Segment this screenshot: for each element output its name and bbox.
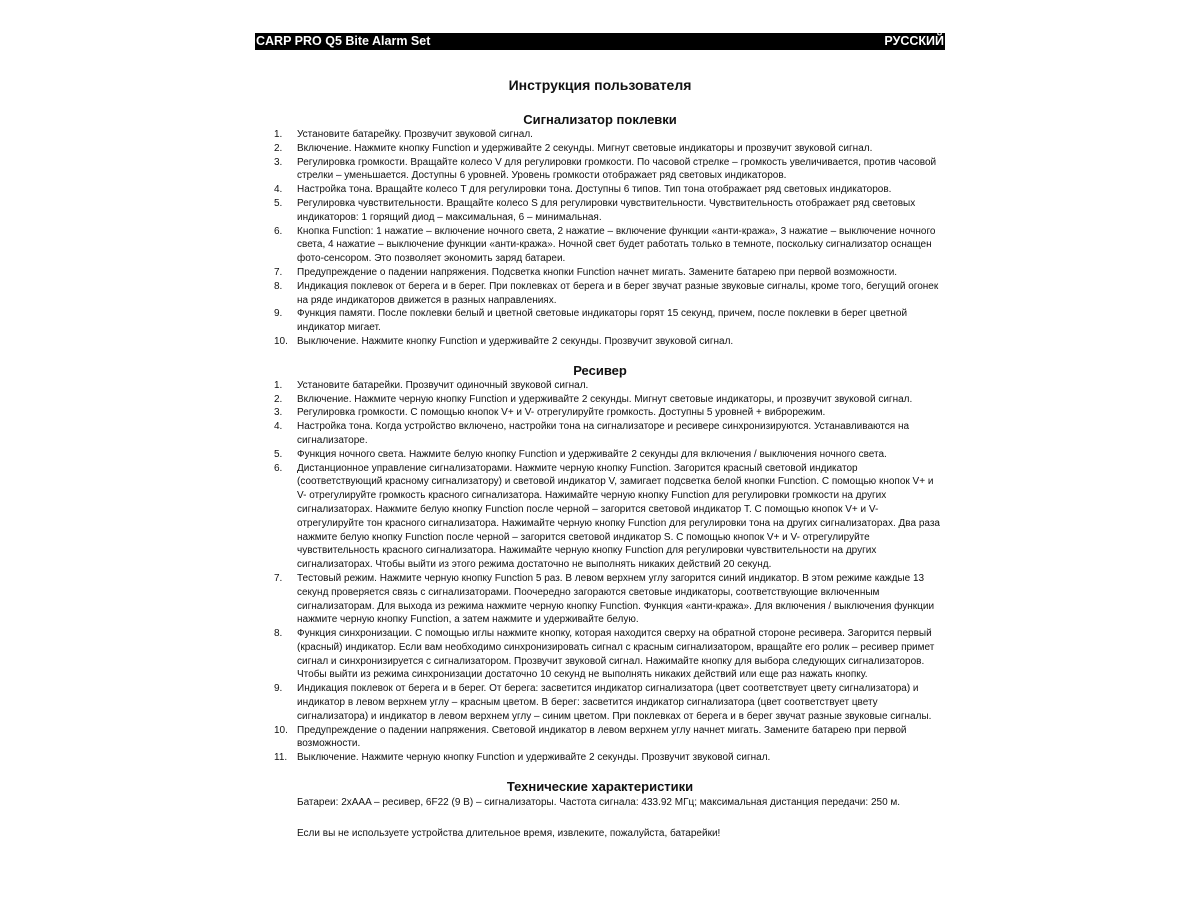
item-text: Предупреждение о падении напряжения. Подсветка кнопки Function начнет мигать. Замените батарею при первой возможности. [297, 266, 898, 278]
list-item [255, 225, 945, 266]
list-item [255, 406, 945, 420]
list-item [255, 307, 945, 335]
item-text: Включение. Нажмите кнопку Function и удерживайте 2 секунды. Мигнут световые индикаторы и прозвучит звуковой сигнал. [297, 142, 873, 154]
list-item [255, 420, 945, 448]
list-item [255, 393, 945, 407]
manual-page [255, 33, 945, 841]
item-number: 7. [274, 266, 283, 278]
item-number: 5. [274, 197, 283, 209]
item-text: Установите батарейку. Прозвучит звуковой сигнал. [297, 129, 533, 140]
item-text: Регулировка чувствительности. Вращайте колесо S для регулировки чувствительности. Чувствительность отображает ряд световых индикаторов: 1 горящий диод – максимальная, 6 – минимальная. [297, 197, 916, 223]
list-item [255, 266, 945, 280]
item-number: 10. [274, 335, 288, 347]
item-number: 2. [274, 393, 283, 405]
language-label: РУССКИЙ [884, 34, 944, 48]
item-text: Настройка тона. Вращайте колесо T для регулировки тона. Доступны 6 типов. Тип тона отображает ряд световых индикаторов. [297, 184, 892, 196]
item-number: 9. [274, 308, 283, 320]
item-text: Настройка тона. Когда устройство включено, настройки тона на сигнализаторе и ресивере синхронизируются. Устанавливаются на сигнализаторе. [297, 421, 910, 446]
section-title-bite-alarm: Сигнализатор поклевки [523, 112, 677, 127]
item-number: 2. [274, 142, 283, 154]
item-text: Функция памяти. После поклевки белый и цветной световые индикаторы горят 15 секунд, причем, после поклевки в берег цветной индикатор мигает. [297, 308, 908, 334]
list-item [255, 751, 945, 765]
list-item [255, 156, 945, 184]
item-text: Функция ночного света. Нажмите белую кнопку Function и удерживайте 2 секунды для включения / выключения ночного света. [297, 448, 887, 460]
section-title-receiver: Ресивер [573, 362, 627, 378]
item-number: 4. [274, 421, 283, 433]
list-item [255, 197, 945, 225]
item-text: Регулировка громкости. С помощью кнопок V+ и V- отрегулируйте громкость. Доступны 5 уровней + виброрежим. [297, 407, 826, 419]
specs-battery-note: Если вы не используете устройства длительное время, извлеките, пожалуйста, батарейки! [297, 827, 721, 839]
list-item [255, 183, 945, 197]
item-text: Установите батарейки. Прозвучит одиночный звуковой сигнал. [297, 379, 589, 391]
list-item [255, 572, 945, 627]
item-number: 8. [274, 628, 283, 640]
specs-batteries: Батареи: 2xAAA – ресивер, 6F22 (9 В) – сигнализаторы. Частота сигнала: 433.92 МГц; максимальная дистанция передачи: 250 м. [297, 797, 901, 809]
product-name: CARP PRO Q5 Bite Alarm Set [256, 34, 431, 48]
bite-alarm-instructions [255, 128, 945, 349]
item-text: Предупреждение о падении напряжения. Световой индикатор в левом верхнем углу начнет мигать. Замените батарею при первой возможности. [297, 724, 907, 750]
item-text: Выключение. Нажмите черную кнопку Function и удерживайте 2 секунды. Прозвучит звуковой сигнал. [297, 752, 771, 764]
item-number: 4. [274, 184, 283, 196]
receiver-instructions [255, 379, 945, 765]
item-number: 3. [274, 407, 283, 419]
item-number: 7. [274, 572, 283, 584]
list-item [255, 462, 945, 572]
item-number: 9. [274, 683, 283, 695]
list-item [255, 682, 945, 723]
list-item [255, 280, 945, 308]
item-text: Тестовый режим. Нажмите черную кнопку Function 5 раз. В левом верхнем углу загорится синий индикатор. В этом режиме каждые 13 секунд проверяется связь с сигнализаторами. Поочередно загораются световые индикаторы, соответствующие включенным сигнализаторам. Для выхода из режима нажмите черную кнопку Function. Функция «анти-кража». Для включения / выключения функции нажмите черную кнопку Function, а затем нажмите и удерживайте белую. [297, 572, 935, 626]
list-item [255, 128, 945, 142]
item-number: 10. [274, 724, 288, 736]
item-text: Функция синхронизации. С помощью иглы нажмите кнопку, которая находится сверху на обратной стороне ресивера. Загорится первый (красный) индикатор. Если вам необходимо синхронизировать сигнал с красным сигнализатором, вращайте его ролик – ресивер примет сигнал и синхронизируется с сигнализатором. Прозвучит звуковой сигнал. Нажимайте кнопку для выбора следующих сигнализаторов. Чтобы выйти из режима синхронизации достаточно 10 секунд не выполнять никаких действий или еще раз нажать кнопку. [297, 628, 935, 681]
list-item [255, 627, 945, 682]
item-text: Регулировка громкости. Вращайте колесо V для регулировки громкости. По часовой стрелке – громкость увеличивается, против часовой стрелки – уменьшается. Доступны 6 уровней. Уровень громкости отображает ряд световых индикаторов. [297, 156, 937, 182]
document-title: Инструкция пользователя [508, 77, 692, 93]
item-text: Включение. Нажмите черную кнопку Function и удерживайте 2 секунды. Мигнут световые индикаторы, и прозвучит звуковой сигнал. [297, 393, 913, 405]
list-item [255, 379, 945, 393]
list-item [255, 448, 945, 462]
item-text: Кнопка Function: 1 нажатие – включение ночного света, 2 нажатие – включение функции «анти-кража», 3 нажатие – выключение ночного света, 4 нажатие – выключение функции «анти-кража». Ночной свет будет работать только в темноте, поскольку сигнализатор оснащен фото-сенсором. Это позволяет экономить заряд батареи. [297, 225, 936, 265]
list-item [255, 335, 945, 349]
item-number: 6. [274, 462, 283, 474]
item-number: 3. [274, 156, 283, 168]
item-number: 6. [274, 225, 283, 237]
header-bar [255, 33, 945, 50]
item-number: 5. [274, 448, 283, 460]
item-number: 1. [274, 379, 283, 391]
item-text: Выключение. Нажмите кнопку Function и удерживайте 2 секунды. Прозвучит звуковой сигнал. [297, 335, 734, 347]
item-text: Дистанционное управление сигнализаторами. Нажмите черную кнопку Function. Загорится красный световой индикатор (соответствующий красному сигнализатору) и световой индикатор V, замигает подсветка белой кнопки Function. С помощью кнопок V+ и V- отрегулируйте громкость красного сигнализатора. Нажимайте черную кнопку Function для регулировки громкости на других сигнализаторах. Нажмите белую кнопку Function после черной – загорится световой индикатор T. С помощью кнопок V+ и V- отрегулируйте тон красного сигнализатора. Нажимайте черную кнопку Function для регулировки тона на других сигнализаторах. Два раза нажмите белую кнопку Function после черной – загорится световой индикатор S. С помощью кнопок V+ и V- отрегулируйте чувствительность красного сигнализатора. Нажимайте черную кнопку Function для регулировки чувствительности на других сигнализаторах. Чтобы выйти из этого режима достаточно не выполнять никаких действий 20 секунд. [297, 462, 940, 571]
section-title-specs: Технические характеристики [506, 779, 694, 795]
list-item [255, 142, 945, 156]
item-number: 11. [274, 752, 288, 764]
item-text: Индикация поклевок от берега и в берег. От берега: засветится индикатор сигнализатора (цвет соответствует цвету сигнализатора) и индикатор в левом верхнем углу – красным цветом. В берег: засветится индикатор сигнализатора (цвет соответствует цвету сигнализатора) и индикатор в левом верхнем углу – синим цветом. При поклевках от берега и в берег звучат разные звуковые сигналы. [297, 683, 932, 722]
item-number: 8. [274, 280, 283, 292]
item-number: 1. [274, 129, 283, 140]
list-item [255, 724, 945, 752]
item-text: Индикация поклевок от берега и в берег. При поклевках от берега и в берег звучат разные звуковые сигналы, кроме того, бегущий огонек на ряде индикаторов движется в разных направлениях. [297, 280, 939, 306]
